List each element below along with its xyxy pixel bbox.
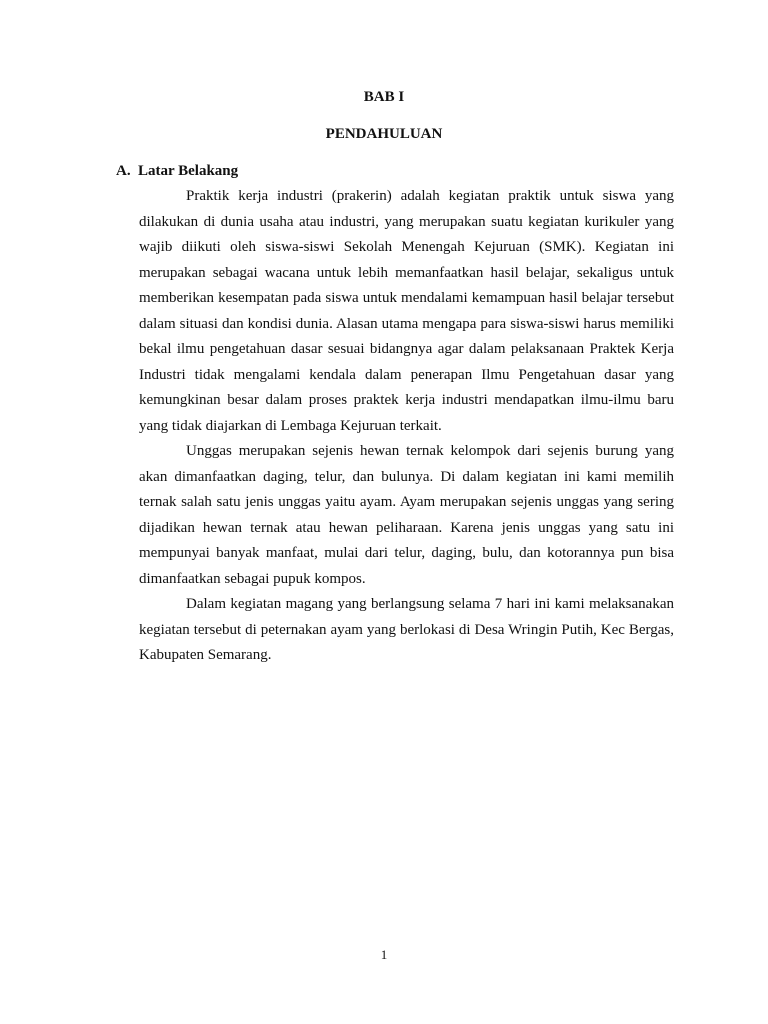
section-heading — [116, 161, 238, 181]
paragraph-3: Dalam kegiatan magang yang berlangsung selama 7 hari ini kami melaksanakan kegiatan tersebut di peternakan ayam yang berlokasi di Desa Wringin Putih, Kec Bergas, Kabupaten Semarang. — [139, 596, 674, 663]
paragraph-1: Praktik kerja industri (prakerin) adalah kegiatan praktik untuk siswa yang dilakukan di dunia usaha atau industri, yang merupakan suatu kegiatan kurikuler yang wajib diikuti oleh siswa-siswi Sekolah Menengah Kejuruan (SMK). Kegiatan ini merupakan sebagai wacana untuk lebih memanfaatkan hasil belajar, sekaligus untuk memberikan kesempatan pada siswa untuk mendalami kemampuan hasil belajar tersebut dalam situasi dan kondisi dunia. Alasan utama mengapa para siswa-siswi harus memiliki bekal ilmu pengetahuan dasar sesuai bidangnya agar dalam pelaksanaan Praktek Kerja Industri tidak mengalami kendala dalam penerapan Ilmu Pengetahuan dasar yang kemungkinan besar dalam proses praktek kerja industri mendapatkan ilmu-ilmu baru yang tidak diajarkan di Lembaga Kejuruan terkait. — [139, 188, 674, 434]
page-number: 1 — [380, 947, 388, 962]
paragraph-2: Unggas merupakan sejenis hewan ternak kelompok dari sejenis burung yang akan dimanfaatkan daging, telur, dan bulunya. Di dalam kegiatan ini kami memilih ternak salah satu jenis unggas yaitu ayam. Ayam merupakan sejenis unggas yang sering dijadikan hewan ternak atau hewan peliharaan. Karena jenis unggas yang satu ini mempunyai banyak manfaat, mulai dari telur, daging, bulu, dan kotorannya pun bisa dimanfaatkan sebagai pupuk kompos. — [139, 443, 674, 587]
body-text — [139, 184, 674, 669]
chapter-title: PENDAHULUAN — [325, 126, 443, 142]
section-title: Latar Belakang — [138, 163, 239, 179]
section-number: A. — [116, 163, 131, 179]
chapter-number: BAB I — [363, 89, 405, 105]
